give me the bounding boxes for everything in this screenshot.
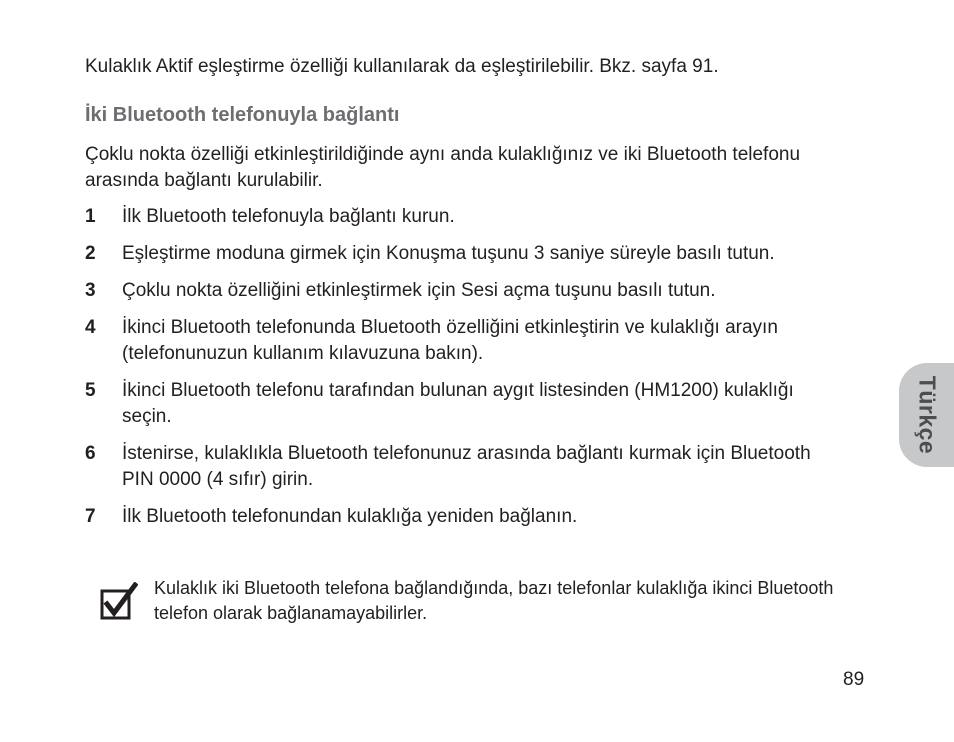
step-item — [85, 378, 845, 430]
step-number: 1 — [85, 206, 96, 227]
intro-text: Kulaklık Aktif eşleştirme özelliği kullanılarak da eşleştirilebilir. Bkz. sayfa 91. — [85, 56, 719, 77]
step-text: İkinci Bluetooth telefonunda Bluetooth özelliğini etkinleştirin ve kulaklığı arayın (telefonunuzun kullanım kılavuzuna bakın). — [122, 317, 778, 364]
step-number: 6 — [85, 443, 96, 464]
language-side-tab — [899, 363, 954, 467]
step-number: 4 — [85, 317, 96, 338]
step-number: 2 — [85, 243, 96, 264]
step-text: Çoklu nokta özelliğini etkinleştirmek için Sesi açma tuşunu basılı tutun. — [122, 280, 716, 301]
step-text: İstenirse, kulaklıkla Bluetooth telefonunuz arasında bağlantı kurmak için Bluetooth PIN 0000 (4 sıfır) girin. — [122, 443, 811, 490]
steps-list — [85, 204, 845, 541]
step-number: 5 — [85, 380, 96, 401]
step-text: İlk Bluetooth telefonundan kulaklığa yeniden bağlanın. — [122, 506, 578, 527]
language-label: Türkçe — [914, 375, 940, 455]
step-item — [85, 241, 845, 267]
page-number: 89 — [843, 669, 865, 690]
step-item — [85, 278, 845, 304]
checkbox-check-icon — [100, 582, 138, 620]
note-box — [100, 576, 870, 626]
section-title: İki Bluetooth telefonuyla bağlantı — [85, 104, 400, 126]
step-text: Eşleştirme moduna girmek için Konuşma tuşunu 3 saniye süreyle basılı tutun. — [122, 243, 775, 264]
step-number: 7 — [85, 506, 96, 527]
step-text: İkinci Bluetooth telefonu tarafından bulunan aygıt listesinden (HM1200) kulaklığı seçin. — [122, 380, 794, 427]
step-item — [85, 504, 845, 530]
step-item — [85, 204, 845, 230]
step-item — [85, 315, 845, 367]
step-number: 3 — [85, 280, 96, 301]
note-text: Kulaklık iki Bluetooth telefona bağlandığında, bazı telefonlar kulaklığa ikinci Bluetooth telefon olarak bağlanamayabilirler. — [154, 578, 834, 623]
step-item — [85, 441, 845, 493]
section-description: Çoklu nokta özelliği etkinleştirildiğinde aynı anda kulaklığınız ve iki Bluetooth telefonu arasında bağlantı kurulabilir. — [85, 144, 801, 191]
step-text: İlk Bluetooth telefonuyla bağlantı kurun. — [122, 206, 455, 227]
